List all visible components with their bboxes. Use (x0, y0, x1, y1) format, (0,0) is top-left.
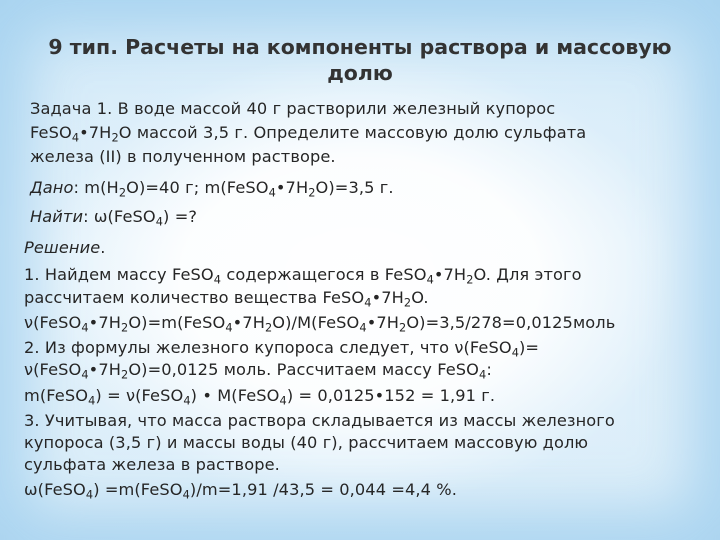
subscript: 4 (511, 345, 519, 360)
text-run: железа (II) в полученном растворе. (30, 147, 336, 166)
subscript: 2 (403, 295, 412, 310)
subscript: 4 (426, 272, 434, 287)
given-line (30, 178, 394, 198)
text-run: ) =? (163, 207, 198, 226)
text-run: O массой 3,5 г. Определите массовую долю сульфата (118, 123, 587, 142)
text-run: 3. Учитывая, что масса раствора складывается из массы железного (24, 411, 615, 430)
text-run: : (486, 360, 492, 379)
subscript: 4 (71, 130, 80, 145)
subscript: 4 (213, 272, 222, 287)
italic-label: Найти (30, 207, 84, 226)
text-run: ) = ν(FeSO (95, 386, 184, 405)
solution-line-1 (24, 265, 582, 285)
solution-line-4 (24, 338, 539, 358)
text-run: . (100, 238, 106, 257)
subscript: 4 (85, 487, 94, 502)
text-run: 1. Найдем массу FeSO (24, 265, 214, 284)
italic-label: Дано (30, 178, 74, 197)
text-run: : ω(FeSO (83, 207, 156, 226)
solution-line-2 (24, 288, 429, 308)
subscript: 4 (279, 393, 287, 408)
text-run: •7H (88, 360, 121, 379)
text-run: Задача 1. В воде массой 40 г растворили железный купорос (30, 99, 556, 118)
solution-line-8 (24, 433, 588, 453)
text-run: O. (411, 288, 429, 307)
text-run: •7H (366, 313, 400, 332)
solution-heading (24, 238, 106, 258)
subscript: 2 (118, 185, 127, 200)
text-run: •7H (433, 265, 467, 284)
text-run: •7H (371, 288, 404, 307)
text-run: ) =m(FeSO (93, 480, 183, 499)
solution-line-7 (24, 411, 615, 431)
find-line (30, 207, 197, 227)
text-run: ω(FeSO (24, 480, 86, 499)
text-run: ν(FeSO (24, 360, 82, 379)
slide-title-line-2: долю (327, 61, 393, 85)
subscript: 4 (359, 320, 367, 335)
solution-line-5 (24, 360, 492, 380)
subscript: 2 (308, 185, 316, 200)
subscript: 2 (121, 320, 129, 335)
text-run: )= (519, 338, 540, 357)
text-run: O. Для этого (473, 265, 582, 284)
subscript: 4 (182, 487, 190, 502)
text-run: 2. Из формулы железного купороса следует, что ν(FeSO (24, 338, 512, 357)
text-run: FeSO (30, 123, 72, 142)
subscript: 2 (466, 272, 474, 287)
subscript: 2 (399, 320, 407, 335)
problem-statement-line-2 (30, 123, 586, 143)
subscript: 2 (111, 130, 119, 145)
subscript: 4 (268, 185, 276, 200)
slide-title-line-1: 9 тип. Расчеты на компоненты раствора и массовую (48, 35, 672, 59)
text-run: •7H (88, 313, 121, 332)
text-run: ν(FeSO (24, 313, 82, 332)
text-run: O)=40 г; m(FeSO (126, 178, 269, 197)
text-run: O)=0,0125 моль. Рассчитаем массу FeSO (128, 360, 479, 379)
text-run: O)/M(FeSO (272, 313, 360, 332)
text-run: )/m=1,91 /43,5 = 0,044 =4,4 %. (189, 480, 458, 499)
subscript: 4 (183, 393, 191, 408)
subscript: 4 (364, 295, 372, 310)
subscript: 2 (121, 367, 129, 382)
subscript: 4 (155, 214, 164, 229)
text-run: рассчитаем количество вещества FeSO (24, 288, 365, 307)
text-run: : m(H (73, 178, 119, 197)
subscript: 4 (81, 320, 89, 335)
subscript: 4 (479, 367, 487, 382)
italic-label: Решение (24, 238, 101, 257)
text-run: •7H (79, 123, 112, 142)
problem-statement-line-3 (30, 147, 336, 167)
subscript: 2 (264, 320, 273, 335)
text-run: O)=3,5/278=0,0125моль (406, 313, 616, 332)
subscript: 4 (88, 393, 96, 408)
text-run: ) = 0,0125•152 = 1,91 г. (286, 386, 496, 405)
text-run: •7H (275, 178, 309, 197)
problem-statement-line-1 (30, 99, 555, 119)
solution-line-10 (24, 480, 457, 500)
subscript: 4 (81, 367, 89, 382)
text-run: содержащегося в FeSO (221, 265, 427, 284)
text-run: O)=3,5 г. (315, 178, 394, 197)
text-run: •7H (232, 313, 265, 332)
text-run: ) • M(FeSO (190, 386, 280, 405)
text-run: m(FeSO (24, 386, 89, 405)
solution-line-6 (24, 386, 495, 406)
text-run: O)=m(FeSO (128, 313, 226, 332)
solution-line-3 (24, 313, 615, 333)
text-run: сульфата железа в растворе. (24, 455, 280, 474)
text-run: купороса (3,5 г) и массы воды (40 г), рассчитаем массовую долю (24, 433, 589, 452)
solution-line-9 (24, 455, 280, 475)
subscript: 4 (225, 320, 233, 335)
